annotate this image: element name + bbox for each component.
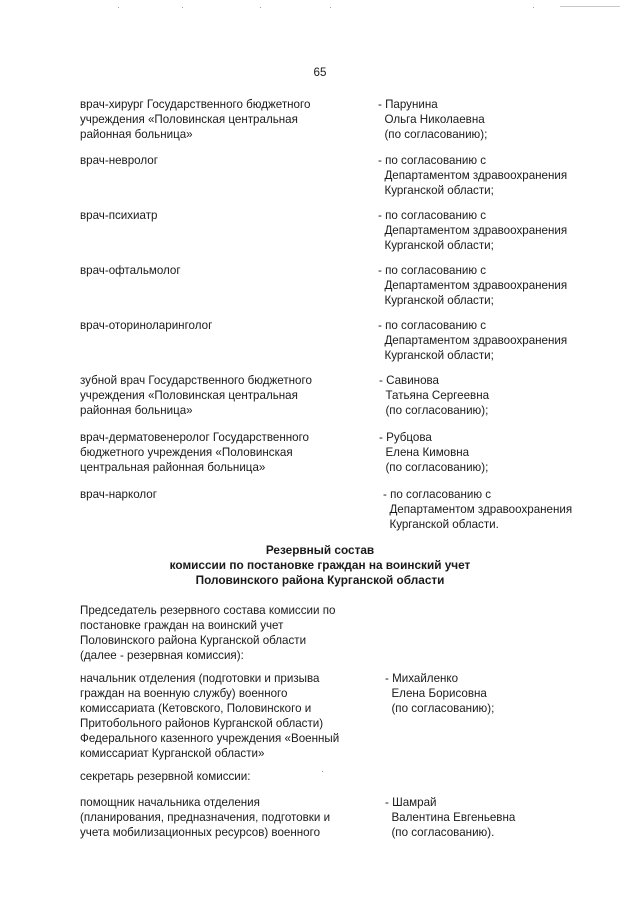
- position-title-line: врач-хирург Государственного бюджетного: [80, 98, 311, 111]
- member-name: [383, 487, 572, 532]
- position-title: [80, 769, 370, 784]
- position-title: [80, 603, 370, 663]
- member-name-line: Департаментом здравоохранения: [378, 334, 568, 347]
- position-title-line: центральная районная больница»: [80, 461, 266, 474]
- position-title-line: врач-оториноларинголог: [80, 319, 213, 332]
- position-title-line: комиссариат Курганской области»: [80, 747, 265, 760]
- position-title: [80, 430, 370, 475]
- position-title-line: врач-дерматовенеролог Государственного: [80, 431, 309, 444]
- member-name: [379, 373, 489, 418]
- member-name-line: Валентина Евгеньевна: [385, 811, 516, 824]
- position-title-line: помощник начальника отделения: [80, 796, 260, 809]
- position-title-line: (планирования, предназначения, подготовки и: [80, 811, 331, 824]
- member-name-line: Курганской области;: [378, 294, 494, 307]
- position-title: [80, 671, 370, 761]
- member-name-line: Елена Борисовна: [385, 687, 487, 700]
- member-name-line: - Савинова: [379, 374, 439, 387]
- position-title-line: районная больница»: [80, 128, 193, 141]
- member-name: [385, 795, 515, 840]
- position-title-line: зубной врач Государственного бюджетного: [80, 374, 312, 387]
- position-title-line: постановке граждан на воинский учет: [80, 619, 284, 632]
- section-title-line: Половинского района Курганской области: [195, 573, 445, 587]
- member-name-line: Татьяна Сергеевна: [379, 389, 490, 402]
- position-title-line: граждан на военную службу) военного: [80, 687, 288, 700]
- position-title: [80, 208, 370, 223]
- member-name-line: (по согласованию);: [385, 702, 495, 715]
- member-name-line: - Шамрай: [385, 796, 437, 809]
- position-title-line: Притобольного районов Курганской области): [80, 717, 324, 730]
- member-name: [378, 97, 487, 142]
- position-title-line: врач-невролог: [80, 154, 158, 167]
- member-name: [378, 318, 567, 363]
- position-title-line: Федерального казенного учреждения «Военный: [80, 732, 340, 745]
- section-title-line: Резервный состав: [265, 543, 375, 557]
- member-name: [378, 263, 567, 308]
- member-name-line: (по согласованию);: [378, 128, 488, 141]
- position-title-line: районная больница»: [80, 404, 193, 417]
- member-name-line: - по согласованию с: [378, 154, 487, 167]
- member-name-line: Курганской области;: [378, 239, 494, 252]
- member-name-line: Елена Кимовна: [379, 446, 470, 459]
- member-name-line: - Парунина: [378, 98, 438, 111]
- member-name-line: - по согласованию с: [383, 488, 492, 501]
- member-name-line: Курганской области;: [378, 349, 494, 362]
- member-name-line: - Михайленко: [385, 672, 459, 685]
- position-title: [80, 318, 370, 333]
- position-title: [80, 97, 370, 142]
- member-name-line: - Рубцова: [379, 431, 432, 444]
- position-title-line: Председатель резервного состава комиссии по: [80, 604, 336, 617]
- member-name: [378, 208, 567, 253]
- page-number: 65: [313, 66, 327, 79]
- member-name: [385, 671, 494, 716]
- position-title-line: комиссариата (Кетовского, Половинского и: [80, 702, 312, 715]
- member-name-line: (по согласованию);: [379, 461, 489, 474]
- member-name-line: - по согласованию с: [378, 209, 487, 222]
- section-title: [0, 543, 640, 588]
- position-title: [80, 795, 370, 840]
- position-title-line: учреждения «Половинская центральная: [80, 113, 298, 126]
- member-name-line: Департаментом здравоохранения: [378, 169, 568, 182]
- position-title-line: врач-психиатр: [80, 209, 158, 222]
- member-name-line: Департаментом здравоохранения: [383, 503, 573, 516]
- member-name-line: Ольга Николаевна: [378, 113, 485, 126]
- member-name-line: Департаментом здравоохранения: [378, 279, 568, 292]
- member-name-line: Курганской области.: [383, 518, 499, 531]
- member-name-line: Департаментом здравоохранения: [378, 224, 568, 237]
- position-title-line: Половинского района Курганской области: [80, 634, 307, 647]
- member-name-line: Курганской области;: [378, 184, 494, 197]
- position-title-line: бюджетного учреждения «Половинская: [80, 446, 293, 459]
- position-title-line: врач-офтальмолог: [80, 264, 181, 277]
- position-title-line: (далее - резервная комиссия):: [80, 649, 244, 662]
- position-title-line: секретарь резервной комиссии:: [80, 770, 251, 783]
- position-title: [80, 373, 370, 418]
- section-title-line: комиссии по постановке граждан на воинский учет: [169, 558, 471, 572]
- position-title-line: начальник отделения (подготовки и призыва: [80, 672, 320, 685]
- member-name-line: - по согласованию с: [378, 264, 487, 277]
- member-name: [378, 153, 567, 198]
- member-name-line: - по согласованию с: [378, 319, 487, 332]
- member-name: [379, 430, 488, 475]
- position-title: [80, 153, 370, 168]
- member-name-line: (по согласованию).: [385, 826, 495, 839]
- position-title-line: врач-нарколог: [80, 488, 157, 501]
- member-name-line: (по согласованию);: [379, 404, 489, 417]
- position-title-line: учета мобилизационных ресурсов) военного: [80, 826, 321, 839]
- position-title: [80, 263, 370, 278]
- position-title: [80, 487, 370, 502]
- position-title-line: учреждения «Половинская центральная: [80, 389, 298, 402]
